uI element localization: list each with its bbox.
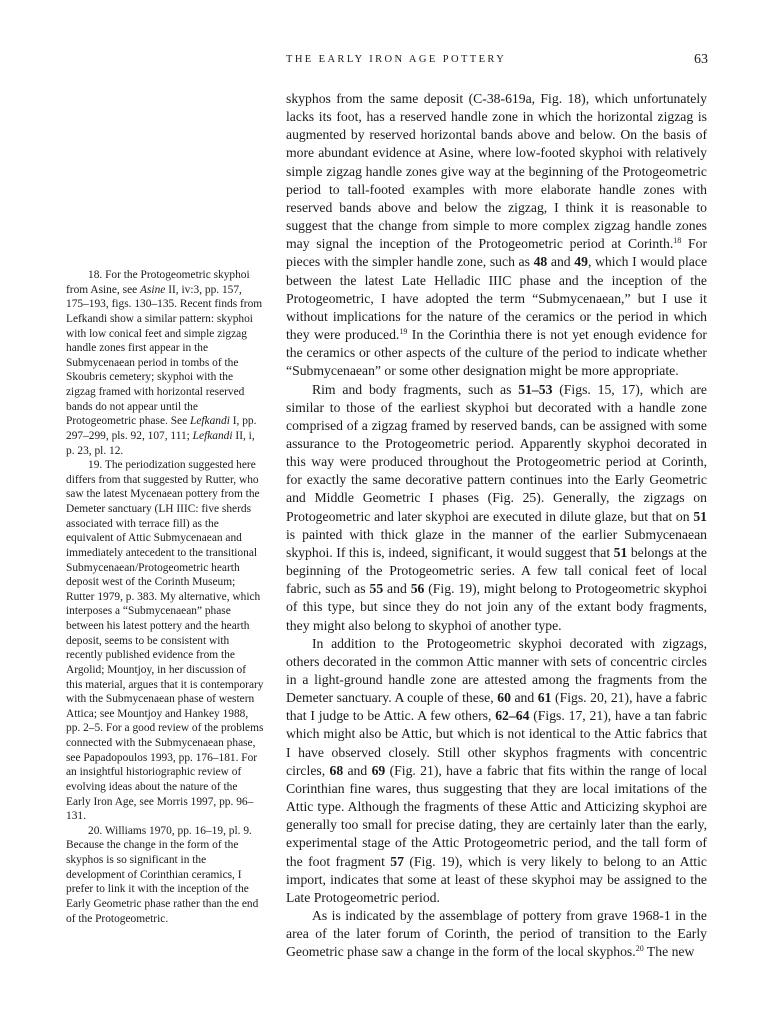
footnote bbox=[66, 268, 264, 458]
running-title: THE EARLY IRON AGE POTTERY bbox=[286, 54, 507, 65]
body-text: (Fig. 21), have a fabric that fits within the range of local Corinthian fine wares, thus suggesting that they are local imitations of the Attic type. Although the fragments of these Attic and Atticizing skyphoi are generally too small for precise dating, they are certainly later than the early, experimental stage of the Attic Protogeometric period, and the tall form of the foot fragment bbox=[286, 762, 708, 869]
body-paragraph bbox=[286, 635, 707, 907]
body-text: For pieces with the simpler handle zone, such as bbox=[286, 236, 708, 270]
body-text: The new bbox=[643, 944, 695, 960]
catalogue-number: 56 bbox=[410, 581, 425, 597]
catalogue-number: 68 bbox=[329, 762, 344, 778]
footnote-text: 20. Williams 1970, pp. 16–19, pl. 9. Because the change in the form of the skyphos is so significant in the development of Corinthian ceramics, I prefer to link it with the inception of the Early Geometric phase rather than the end of the Protogeometric. bbox=[66, 824, 259, 925]
footnote-marker: 19 bbox=[399, 327, 408, 337]
body-text: and bbox=[383, 581, 411, 597]
footnote-text: II, iv:3, pp. 157, 175–193, figs. 130–135. Recent finds from Lefkandi show a similar pattern: skyphoi with low conical feet and simple zigzag handle zones first appear in the Submycenaean period in tombs of the Skoubris cemetery; skyphoi with the zigzag framed with horizontal reserved bands do not appear until the Protogeometric phase. See bbox=[66, 283, 263, 428]
footnote-text: I, pp. 297–299, pls. 92, 107, 111; bbox=[66, 415, 257, 442]
running-head bbox=[286, 54, 710, 65]
main-text-column bbox=[286, 90, 707, 962]
catalogue-number: 55 bbox=[369, 581, 384, 597]
footnote bbox=[66, 824, 264, 926]
italic-title: Asine bbox=[140, 283, 166, 296]
body-text: , which I would place between the latest Late Helladic IIIC phase and the inception of the Protogeometric, I have adopted the term “Submycenaean,” but I use it without implications for the nature of the ceramics or the period in which they were produced. bbox=[286, 254, 708, 343]
catalogue-number: 61 bbox=[537, 690, 552, 706]
body-text: Rim and body fragments, such as bbox=[312, 381, 519, 397]
body-text: (Figs. 17, 21), have a tan fabric which might also be Attic, but which is not identical to the Attic fabrics that I have observed closely. Still other skyphos fragments with concentric circles, bbox=[286, 708, 707, 778]
body-text: In addition to the Protogeometric skyphoi decorated with zigzags, others decorated in the common Attic manner with sets of concentric circles in a light-ground handle zone are attested among the fragments from the Demeter sanctuary. A couple of these, bbox=[286, 635, 707, 706]
body-text: (Figs. 15, 17), which are similar to those of the earliest skyphoi but decorated with a handle zone comprised of a zigzag framed by reserved bands, can be assigned with some assurance to the Protogeometric period. Apparently skyphoi decorated in this way were produced throughout the Protogeometric period at Corinth, for exactly the same decorative pattern continues into the Early Geometric and Middle Geometric I phases (Fig. 25). Generally, the zigzags on Protogeometric and later skyphoi are executed in dilute glaze, but that on bbox=[286, 381, 707, 524]
body-text: and bbox=[510, 690, 538, 706]
body-text: belongs at the beginning of the Protogeometric series. A few tall conical feet of local fabric, such as bbox=[286, 544, 707, 597]
catalogue-number: 60 bbox=[497, 690, 511, 706]
body-text: In the Corinthia there is not yet enough evidence for the ceramics or other aspects of the culture of the period to indicate whether “Submycenaean” or some other designation might be more appropriate. bbox=[286, 327, 707, 379]
body-text: As is indicated by the assemblage of pottery from grave 1968-1 in the area of the later forum of Corinth, the period of transition to the Early Geometric phase saw a change in the form of the local skyphos. bbox=[286, 908, 707, 960]
body-paragraph bbox=[286, 381, 707, 635]
catalogue-number: 48 bbox=[533, 254, 548, 270]
body-paragraph bbox=[286, 90, 707, 381]
catalogue-number: 49 bbox=[574, 254, 588, 270]
page-number: 63 bbox=[694, 52, 708, 67]
italic-title: Lefkandi bbox=[192, 429, 233, 442]
footnote-text: II, i, p. 23, pl. 12. bbox=[66, 429, 255, 457]
body-text: and bbox=[547, 254, 575, 270]
body-text: (Fig. 19), which is very likely to belong to an Attic import, indicates that some at least of these skyphoi may be assigned to the Late Protogeometric period. bbox=[286, 853, 707, 905]
footnote-text: 19. The periodization suggested here differs from that suggested by Rutter, who saw the latest Mycenaean pottery from the Demeter sanctuary (LH IIIC: five sherds associated with terrace fill) as the equivalent of Attic Submycenaean and immediately antecedent to the transitional Submycenaean/Protogeometric hearth deposit west of the Corinth Museum; Rutter 1979, p. 383. My alternative, which interposes a “Submycenaean” phase between his latest pottery and the hearth deposit, seems to be consistent with recently published evidence from the Argolid; Mountjoy, in her discussion of this material, argues that it is contemporary with the Submycenaean phase of western Attica; see Mountjoy and Hankey 1988, pp. 2–5. For a good review of the problems connected with the Submycenaean phase, see Papadopoulos 1993, pp. 176–181. For an insightful historiographic review of evolving ideas about the nature of the Early Iron Age, see Morris 1997, pp. 96–131. bbox=[66, 459, 264, 823]
body-text: (Figs. 20, 21), have a fabric that I judge to be Attic. A few others, bbox=[286, 690, 707, 724]
footnote bbox=[66, 458, 264, 824]
catalogue-number: 51–53 bbox=[518, 381, 553, 397]
body-text: (Fig. 19), might belong to Protogeometric skyphoi of this type, but since they do not join any of the extant body fragments, they might also belong to skyphoi of another type. bbox=[286, 581, 708, 633]
catalogue-number: 69 bbox=[371, 762, 386, 778]
footnotes-column bbox=[66, 268, 264, 926]
footnote-marker: 18 bbox=[673, 236, 682, 246]
body-text: is painted with thick glaze in the manner of the earlier Submycenaean skyphoi. If this is, indeed, significant, it would suggest that bbox=[286, 526, 707, 560]
body-text: and bbox=[343, 762, 372, 778]
catalogue-number: 57 bbox=[390, 853, 404, 869]
italic-title: Lefkandi bbox=[190, 415, 230, 428]
catalogue-number: 51 bbox=[693, 508, 707, 524]
footnote-marker: 20 bbox=[635, 944, 644, 954]
catalogue-number: 51 bbox=[613, 544, 628, 560]
body-paragraph bbox=[286, 907, 707, 961]
body-text: skyphos from the same deposit (C-38-619a, Fig. 18), which unfortunately lacks its foot, has a reserved handle zone in which the horizontal zigzag is augmented by reserved horizontal bands above and below. On the basis of more abundant evidence at Asine, where low-footed skyphoi with relatively simple zigzag handle zones give way at the beginning of the Protogeometric period to tall-footed examples with more elaborate handle zones with reserved bands above and below the zigzag, I think it is reasonable to suggest that the change from simple to more complex zigzag handle zones may signal the inception of the Protogeometric period at Corinth. bbox=[286, 91, 707, 252]
catalogue-number: 62–64 bbox=[495, 708, 530, 724]
footnote-text: 18. For the Protogeometric skyphoi from Asine, see bbox=[66, 269, 250, 296]
